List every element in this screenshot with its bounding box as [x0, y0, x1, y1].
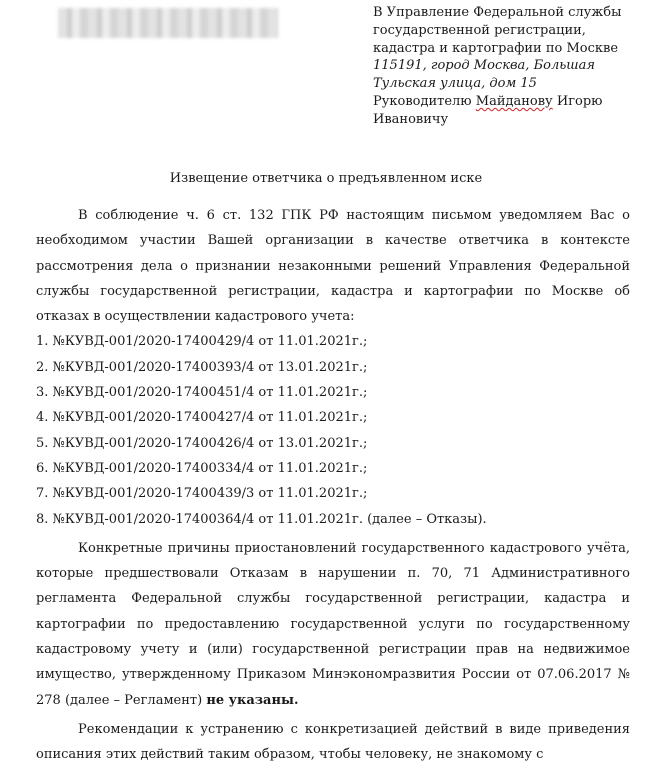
addressee-line: государственной регистрации, [373, 22, 586, 38]
intro-paragraph: В соблюдение ч. 6 ст. 132 ГПК РФ настоящим письмом уведомляем Вас о необходимом участии Вашей организации в качестве ответчика в контексте рассмотрения дела о признании незаконными решений Управления Федеральной службы государственной регистрации, кадастра и картографии по Москве об отказах в осуществлении кадастрового учета: [36, 208, 630, 325]
redacted-sender-block [58, 8, 278, 38]
recipient-surname: Майданову [475, 93, 553, 109]
reasons-end: . [294, 692, 299, 708]
addressee-address-line: Тульская улица, дом 15 [373, 76, 537, 92]
list-item: 5. №КУВД-001/2020-17400426/4 от 13.01.2021г.; [36, 435, 368, 451]
refusal-list [36, 329, 630, 531]
recommendations-paragraph: Рекомендации к устранению с конкретизацией действий в виде приведения описания этих действий таким образом, чтобы человеку, не знакомому с [36, 721, 630, 763]
recipient-suffix: Игорю [552, 93, 603, 109]
list-item: 4. №КУВД-001/2020-17400427/4 от 11.01.2021г.; [36, 410, 368, 426]
addressee-line: В Управление Федеральной службы [373, 5, 622, 20]
reasons-paragraph [36, 536, 630, 713]
reasons-text: Конкретные причины приостановлений государственного кадастрового учёта, которые предшествовали Отказам в нарушении п. 70, 71 Административного регламента Федеральной службы государственной регистрации, кадастра и картографии по предоставлению государственной услуги по государственному кадастровому учету и (или) государственной регистрации прав на недвижимое имущество, утвержденному Приказом Минэкономразвития России от 07.06.2017 № 278 (далее – Регламент) [36, 540, 630, 708]
addressee-line: Ивановичу [373, 111, 449, 127]
addressee-address-line: 115191, город Москва, Большая [373, 58, 595, 74]
addressee-recipient-line [373, 93, 633, 111]
list-item: 7. №КУВД-001/2020-17400439/3 от 11.01.2021г.; [36, 486, 368, 502]
addressee-line: кадастра и картографии по Москве [373, 40, 619, 56]
recipient-prefix: Руководителю [373, 93, 476, 109]
reasons-bold: не указаны [206, 692, 295, 708]
list-item: 6. №КУВД-001/2020-17400334/4 от 11.01.2021г.; [36, 460, 368, 476]
list-item: 8. №КУВД-001/2020-17400364/4 от 11.01.2021г. (далее – Отказы). [36, 511, 487, 527]
list-item: 3. №КУВД-001/2020-17400451/4 от 11.01.2021г.; [36, 385, 368, 401]
list-item: 1. №КУВД-001/2020-17400429/4 от 11.01.2021г.; [36, 334, 368, 350]
document-body [36, 203, 630, 768]
addressee-block [373, 4, 633, 129]
list-item: 2. №КУВД-001/2020-17400393/4 от 13.01.2021г.; [36, 359, 368, 375]
document-title: Извещение ответчика о предъявленном иске [169, 171, 483, 186]
